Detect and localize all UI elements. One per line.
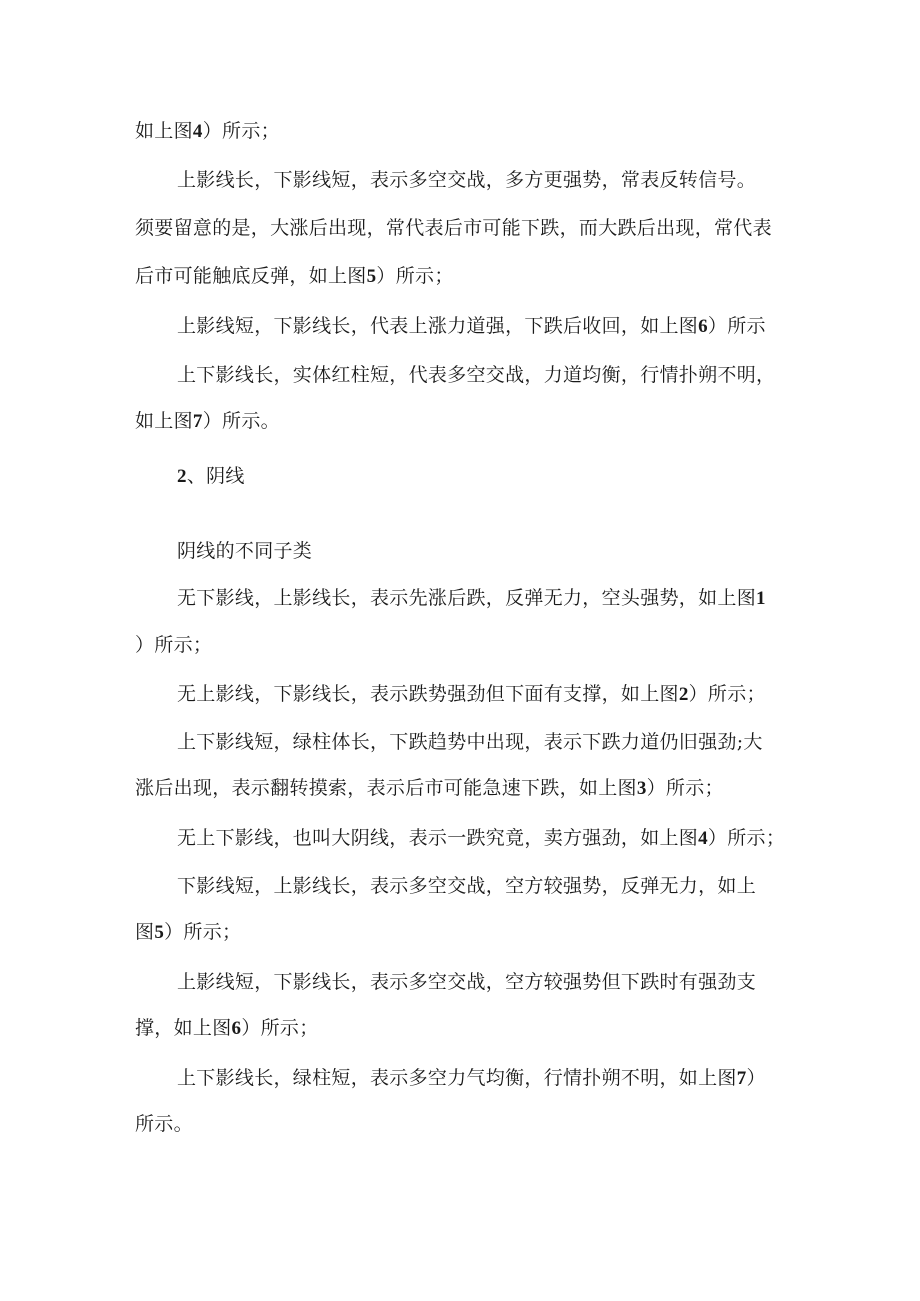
- paragraph-line: 上下影线长，实体红柱短，代表多空交战，力道均衡，行情扑朔不明，: [177, 364, 776, 386]
- paragraph-line: 图5）所示；: [135, 921, 242, 943]
- paragraph-line: 无上影线，下影线长，表示跌势强劲但下面有支撑，如上图2）所示；: [177, 683, 766, 705]
- figure-number: 6: [698, 316, 708, 337]
- figure-number: 5: [154, 922, 165, 943]
- figure-number: 4: [698, 828, 708, 849]
- paragraph-line: 无上下影线，也叫大阴线，表示一跌究竟，卖方强劲，如上图4）所示；: [177, 827, 786, 849]
- figure-number: 1: [756, 588, 766, 609]
- paragraph-line: 无下影线，上影线长，表示先涨后跌，反弹无力，空头强势，如上图1: [177, 587, 766, 609]
- figure-number: 5: [366, 266, 377, 287]
- paragraph-line: 下影线短，上影线长，表示多空交战，空方较强势，反弹无力，如上: [177, 875, 757, 897]
- figure-number: 4: [192, 121, 203, 142]
- paragraph-line: 上影线短，下影线长，表示多空交战，空方较强势但下跌时有强劲支: [177, 971, 757, 993]
- paragraph-line: 涨后出现，表示翻转摸索，表示后市可能急速下跌，如上图3）所示；: [135, 777, 724, 799]
- paragraph-line: 如上图4）所示；: [135, 120, 280, 142]
- paragraph-line: 上影线长，下影线短，表示多空交战，多方更强势，常表反转信号。: [177, 169, 757, 191]
- subheading: 阴线的不同子类: [177, 540, 313, 562]
- figure-number: 2: [678, 684, 689, 705]
- paragraph-line: 上下影线短，绿柱体长，下跌趋势中出现，表示下跌力道仍旧强劲;大: [177, 731, 763, 753]
- figure-number: 6: [231, 1018, 242, 1039]
- figure-number: 7: [736, 1068, 747, 1089]
- section-title: 、阴线: [186, 465, 245, 487]
- section-heading: [177, 462, 245, 491]
- paragraph-line: 所示。: [135, 1113, 193, 1135]
- figure-number: 7: [192, 411, 203, 432]
- paragraph-line: 如上图7）所示。: [135, 410, 280, 432]
- paragraph-line: 后市可能触底反弹，如上图5）所示；: [135, 265, 454, 287]
- paragraph-line: 须要留意的是，大涨后出现，常代表后市可能下跌，而大跌后出现，常代表: [135, 217, 772, 239]
- figure-number: 3: [636, 778, 647, 799]
- paragraph-line: ）所示；: [135, 634, 213, 656]
- paragraph-line: 上下影线长，绿柱短，表示多空力气均衡，行情扑朔不明，如上图7）: [177, 1067, 766, 1089]
- paragraph-line: 上影线短，下影线长，代表上涨力道强，下跌后收回，如上图6）所示: [177, 315, 766, 337]
- paragraph-line: 撑，如上图6）所示；: [135, 1017, 319, 1039]
- section-number: 2: [177, 466, 187, 487]
